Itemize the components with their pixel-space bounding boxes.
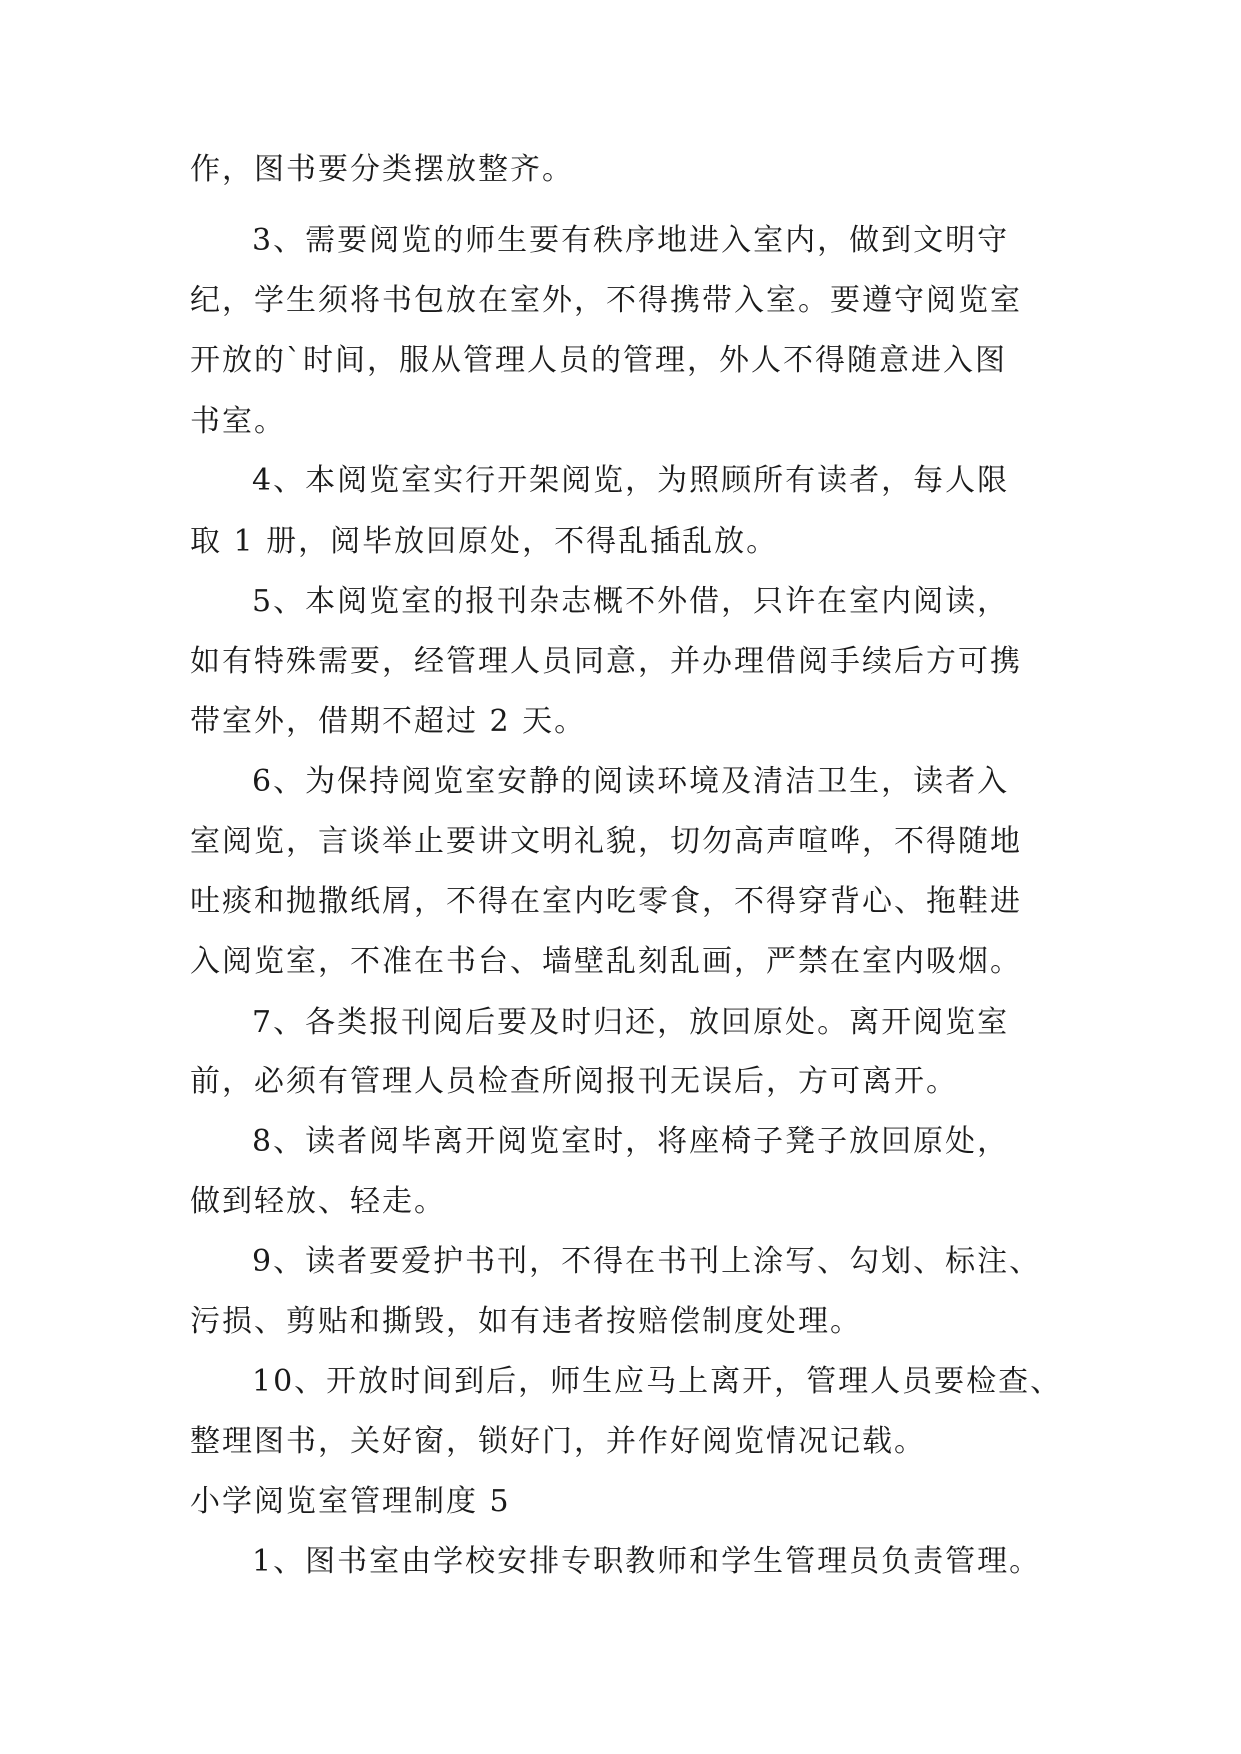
- text-line: 前，必须有管理人员检查所阅报刊无误后，方可离开。: [190, 1064, 958, 1099]
- text-line: 带室外，借期不超过 2 天。: [190, 704, 587, 739]
- section-heading: 小学阅览室管理制度 5: [190, 1484, 511, 1519]
- text-line: 做到轻放、轻走。: [190, 1184, 446, 1219]
- paragraph-start-line: 5、本阅览室的报刊杂志概不外借，只许在室内阅读，: [252, 584, 1010, 619]
- paragraph-start-line: 8、读者阅毕离开阅览室时，将座椅子凳子放回原处，: [252, 1124, 1010, 1159]
- paragraph-start-line: 1、图书室由学校安排专职教师和学生管理员负责管理。: [252, 1544, 1042, 1579]
- text-line: 如有特殊需要，经管理人员同意，并办理借阅手续后方可携: [190, 644, 1022, 679]
- text-line: 纪，学生须将书包放在室外，不得携带入室。要遵守阅览室: [190, 283, 1022, 318]
- paragraph-start-line: 3、需要阅览的师生要有秩序地进入室内，做到文明守: [252, 223, 1010, 258]
- paragraph-start-line: 7、各类报刊阅后要及时归还，放回原处。离开阅览室: [252, 1005, 1010, 1040]
- text-line: 室阅览，言谈举止要讲文明礼貌，切勿高声喧哗，不得随地: [190, 824, 1022, 859]
- text-line: 入阅览室，不准在书台、墙壁乱刻乱画，严禁在室内吸烟。: [190, 944, 1022, 979]
- paragraph-start-line: 6、为保持阅览室安静的阅读环境及清洁卫生，读者入: [252, 764, 1010, 799]
- paragraph-start-line: 10、开放时间到后，师生应马上离开，管理人员要检查、: [252, 1364, 1063, 1399]
- text-line: 整理图书，关好窗，锁好门，并作好阅览情况记载。: [190, 1424, 926, 1459]
- paragraph-start-line: 4、本阅览室实行开架阅览，为照顾所有读者，每人限: [252, 463, 1010, 498]
- text-line: 书室。: [190, 404, 286, 439]
- paragraph-start-line: 9、读者要爱护书刊，不得在书刊上涂写、勾划、标注、: [252, 1244, 1042, 1279]
- text-line: 取 1 册，阅毕放回原处，不得乱插乱放。: [190, 524, 779, 559]
- text-line: 作，图书要分类摆放整齐。: [190, 152, 574, 187]
- text-line: 吐痰和抛撒纸屑，不得在室内吃零食，不得穿背心、拖鞋进: [190, 884, 1022, 919]
- text-line: 开放的`时间，服从管理人员的管理，外人不得随意进入图: [190, 343, 1007, 378]
- text-line: 污损、剪贴和撕毁，如有违者按赔偿制度处理。: [190, 1304, 862, 1339]
